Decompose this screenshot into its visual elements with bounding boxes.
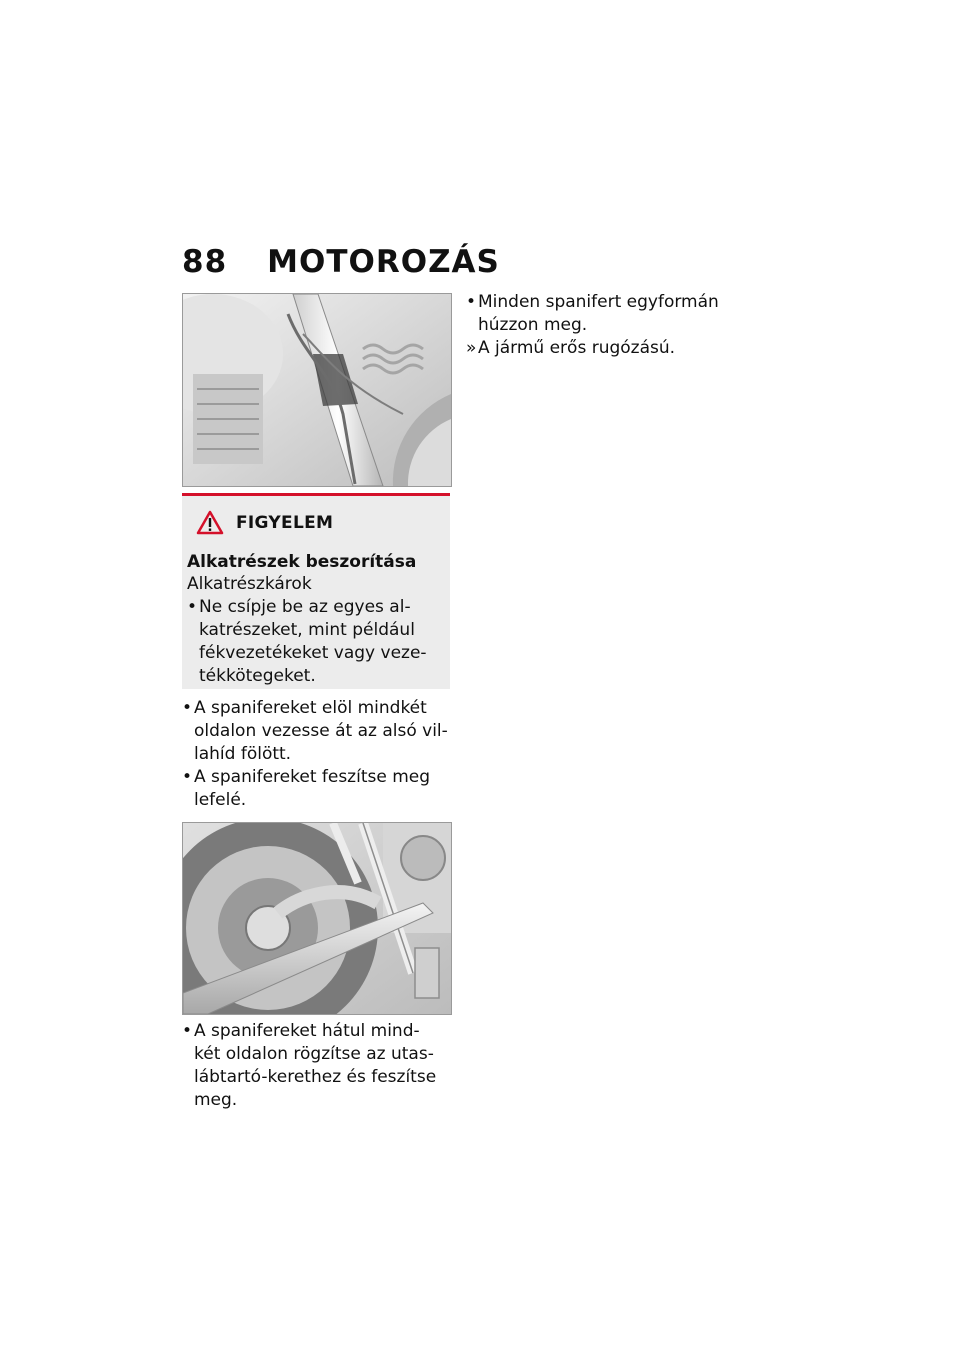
list-item: • A spanifereket hátul mind- két oldalon rögzítse az utas- lábtartó-kerethez és feszítse meg. [182,1021,437,1110]
warning-title: FIGYELEM [236,512,334,533]
bullet: • [182,698,193,718]
warning-header [196,510,333,535]
rear-strap-illustration [183,823,451,1014]
instruction-list-right [466,291,746,360]
list-item: • Minden spanifert egyformán húzzon meg. [466,292,719,335]
rear-strap-figure [182,822,452,1015]
warning-item: • Ne csípje be az egyes al- katrészeket, mint például fékvezetékeket vagy veze- tékkötegeket. [187,597,427,686]
fork-strap-illustration [183,294,451,486]
result-arrow: » [466,338,477,358]
warning-cause: Alkatrészkárok [187,574,312,594]
fork-strap-figure [182,293,452,487]
warning-box [182,493,450,689]
warning-list [187,596,442,688]
list-item: • A spanifereket elöl mindkét oldalon vezesse át az alsó vil- lahíd fölött. [182,698,448,764]
warning-subtitle: Alkatrészek beszorítása [187,552,417,572]
bullet: • [466,292,477,312]
instruction-list-front [182,697,450,812]
instruction-list-rear [182,1020,450,1112]
result-item: » A jármű erős rugózású. [466,338,676,358]
page-number: 88 [182,244,228,280]
section-title: MOTOROZÁS [267,244,500,280]
bullet: • [182,767,193,787]
bullet: • [187,597,198,617]
list-item: • A spanifereket feszítse meg lefelé. [182,767,431,810]
warning-triangle-icon [196,510,224,535]
page-header [182,244,500,280]
bullet: • [182,1021,193,1041]
